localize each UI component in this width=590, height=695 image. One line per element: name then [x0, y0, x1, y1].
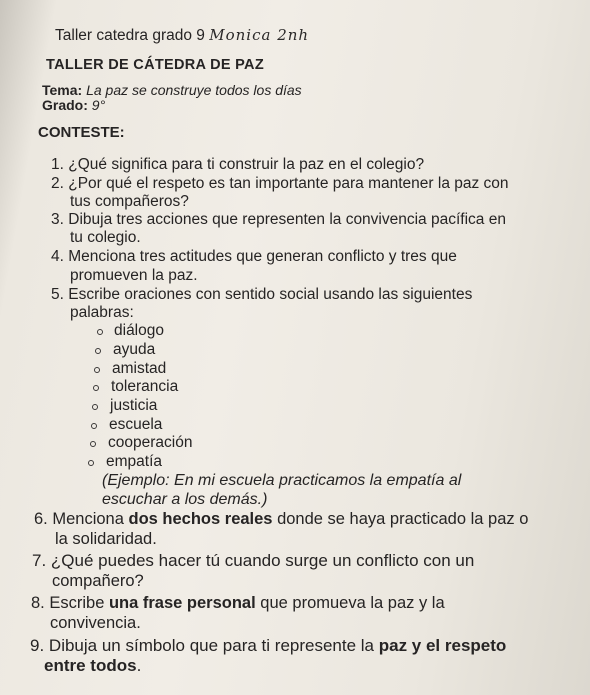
question-text-bold: entre todos [44, 656, 137, 675]
worksheet-top-line [55, 26, 309, 45]
question-text-bold: una frase personal [108, 594, 256, 612]
question-3-line-2: tu colegio. [70, 229, 141, 246]
question-number: 1. [51, 156, 64, 173]
bullet-icon [97, 329, 103, 335]
question-text-pre: Menciona [52, 510, 129, 528]
worksheet-title: TALLER DE CÁTEDRA DE PAZ [46, 57, 264, 73]
question-9 [30, 637, 506, 655]
word-list-item: empatía [106, 453, 163, 470]
question-text-post: que promueva la paz y la [255, 594, 445, 612]
handwritten-name: Monica 2nh [209, 26, 310, 44]
question-5-line-2: palabras: [70, 304, 134, 321]
question-number: 4. [51, 248, 64, 265]
bullet-icon [88, 460, 94, 466]
tema-label: Tema: [42, 82, 83, 98]
question-text-pre: Escribe [49, 594, 109, 612]
instructions-heading: CONTESTE: [38, 124, 125, 141]
example-line-1: (Ejemplo: En mi escuela practicamos la empatía al [102, 472, 462, 489]
bullet-icon [91, 423, 97, 429]
question-number: 3. [51, 211, 64, 228]
question-4 [51, 248, 457, 266]
question-4-line-2: promueven la paz. [70, 267, 198, 284]
bullet-icon [95, 348, 101, 354]
question-text-post: . [136, 656, 142, 675]
question-text: ¿Por qué el respeto es tan importante para mantener la paz con [68, 175, 509, 192]
word-list-item: cooperación [108, 434, 193, 451]
example-line-2: escuchar a los demás.) [102, 491, 268, 508]
word-list-item: diálogo [114, 322, 164, 339]
word-list-item: ayuda [113, 341, 156, 358]
question-8 [31, 594, 445, 612]
grado-line [42, 96, 105, 114]
question-6-line-2: la solidaridad. [55, 530, 157, 548]
bullet-icon [92, 404, 98, 410]
question-text: Menciona tres actitudes que generan conflicto y tres que [68, 248, 457, 265]
word-list-item: amistad [112, 360, 167, 377]
question-number: 9. [30, 636, 45, 655]
question-text-post: donde se haya practicado la paz o [272, 510, 529, 528]
word-list-item: tolerancia [111, 378, 179, 395]
question-7-line-2: compañero? [52, 572, 144, 590]
bullet-icon [90, 441, 96, 447]
question-7 [32, 552, 474, 570]
question-text: Escribe oraciones con sentido social usando las siguientes [68, 286, 473, 303]
question-number: 2. [51, 175, 64, 192]
top-line-text: Taller catedra grado 9 [55, 27, 205, 44]
bullet-icon [94, 367, 100, 373]
question-number: 8. [31, 594, 45, 612]
question-2 [51, 175, 509, 193]
question-2-line-2: tus compañeros? [70, 193, 189, 210]
question-3 [51, 211, 506, 229]
question-9-line-2 [44, 657, 141, 675]
question-5 [51, 286, 472, 304]
grado-label: Grado: [42, 97, 88, 113]
bullet-icon [93, 385, 99, 391]
word-list-item: escuela [109, 416, 163, 433]
question-8-line-2: convivencia. [50, 614, 141, 632]
grado-value: 9° [91, 97, 106, 113]
question-number: 7. [32, 551, 47, 570]
question-1 [51, 156, 424, 174]
question-text-pre: Dibuja un símbolo que para ti represente la [48, 636, 379, 655]
question-text-bold: dos hechos reales [128, 510, 273, 528]
question-number: 6. [34, 510, 48, 528]
question-text-bold: paz y el respeto [378, 636, 507, 655]
word-list-item: justicia [110, 397, 158, 414]
question-6 [34, 510, 528, 528]
question-number: 5. [51, 286, 64, 303]
question-text: Dibuja tres acciones que representen la convivencia pacífica en [68, 211, 506, 228]
question-text: ¿Qué significa para ti construir la paz en el colegio? [68, 156, 425, 173]
question-text: ¿Qué puedes hacer tú cuando surge un conflicto con un [50, 551, 475, 570]
tema-value: La paz se construye todos los días [86, 82, 302, 98]
